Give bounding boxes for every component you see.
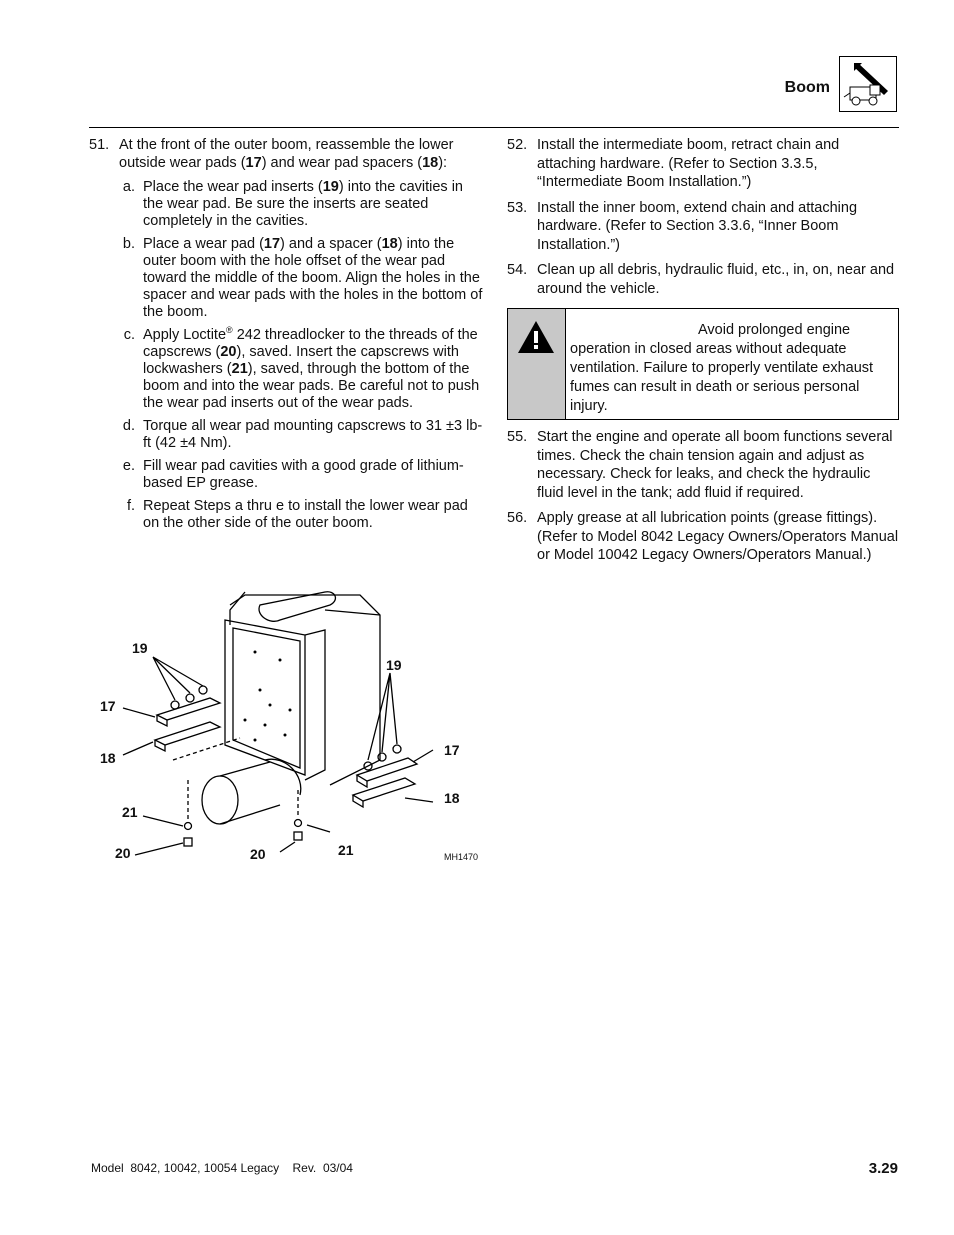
substep-c: c. Apply Loctite® 242 threadlocker to the threads of the capscrews (20), saved. Insert the capscrews with lockwashers (21), saved, through the bottom of the boom and into the wear pads. Be careful not to push the wear pad inserts out of the wear pads. [123,325,480,411]
callout-17-left: 17 [100,698,116,714]
step-number: 51. [89,137,110,153]
telehandler-boom-icon [839,56,897,112]
callout-21-left: 21 [122,804,138,820]
warning-stripe [508,309,566,419]
substep-f: f. Repeat Steps a thru e to install the lower wear pad on the other side of the outer boom. [126,498,468,531]
substep-b: b. Place a wear pad (17) and a spacer (18) into the outer boom with the hole offset of the wear pad toward the middle of the boom. Align the holes in the spacer and wear pads with the holes in the bottom of the boom. [122,236,483,320]
substep-list [111,179,484,532]
step-53: 53. Install the inner boom, extend chain and attaching hardware. (Refer to Section 3.3.6, “Inner Boom Installation.”) [507,199,858,253]
step-52: 52. Install the intermediate boom, retract chain and attaching hardware. (Refer to Section 3.3.5, “Intermediate Boom Installation.”) [507,137,840,190]
step-54: 54. Clean up all debris, hydraulic fluid, etc., in, on, near and around the vehicle. [507,262,895,297]
callout-19-right: 19 [386,657,402,673]
header-divider [89,127,899,128]
callout-18-right: 18 [444,790,460,806]
wear-pad-figure [95,580,490,870]
page-number: 3.29 [868,1160,898,1177]
step-51 [89,136,484,172]
callout-19-left: 19 [132,640,148,656]
substep-e: e. Fill wear pad cavities with a good grade of lithium-based EP grease. [122,458,464,491]
step-56: 56. Apply grease at all lubrication points (grease fittings). (Refer to Model 8042 Legacy Owners/Operators Manual or Model 10042 Legacy Owners/Operators Manual.) [507,510,899,563]
callout-20-left: 20 [115,845,131,861]
footer-model: Model 8042, 10042, 10054 Legacy Rev. 03/04 [91,1161,353,1175]
step-text: At the front of the outer boom, reassemble the lower outside wear pads (17) and wear pad spacers (18): [119,137,454,171]
step-55: 55. Start the engine and operate all boom functions several times. Check the chain tension again and adjust as necessary. Check for leaks, and check the hydraulic fluid level in the tank; add fluid if required. [507,429,893,501]
boom-assembly-drawing [95,580,490,870]
figure-id: MH1470 [444,852,479,862]
left-column [89,136,484,538]
warning-triangle-icon [508,309,565,419]
warning-box [507,308,899,420]
substep-a: a. Place the wear pad inserts (19) into the cavities in the wear pad. Be sure the inserts are seated completely in the cavities. [122,179,463,229]
section-title: Boom [784,79,830,96]
callout-21-right: 21 [338,842,354,858]
callout-20-center: 20 [250,846,266,862]
callout-18-left: 18 [100,750,116,766]
right-column [507,136,899,572]
substep-d: d. Torque all wear pad mounting capscrews to 31 ±3 lb-ft (42 ±4 Nm). [122,418,483,451]
warning-text: Avoid prolonged engine operation in closed areas without adequate ventilation. Failure to properly ventilate exhaust fumes can result in death or serious personal injury. [570,322,874,414]
callout-17-right: 17 [444,742,460,758]
